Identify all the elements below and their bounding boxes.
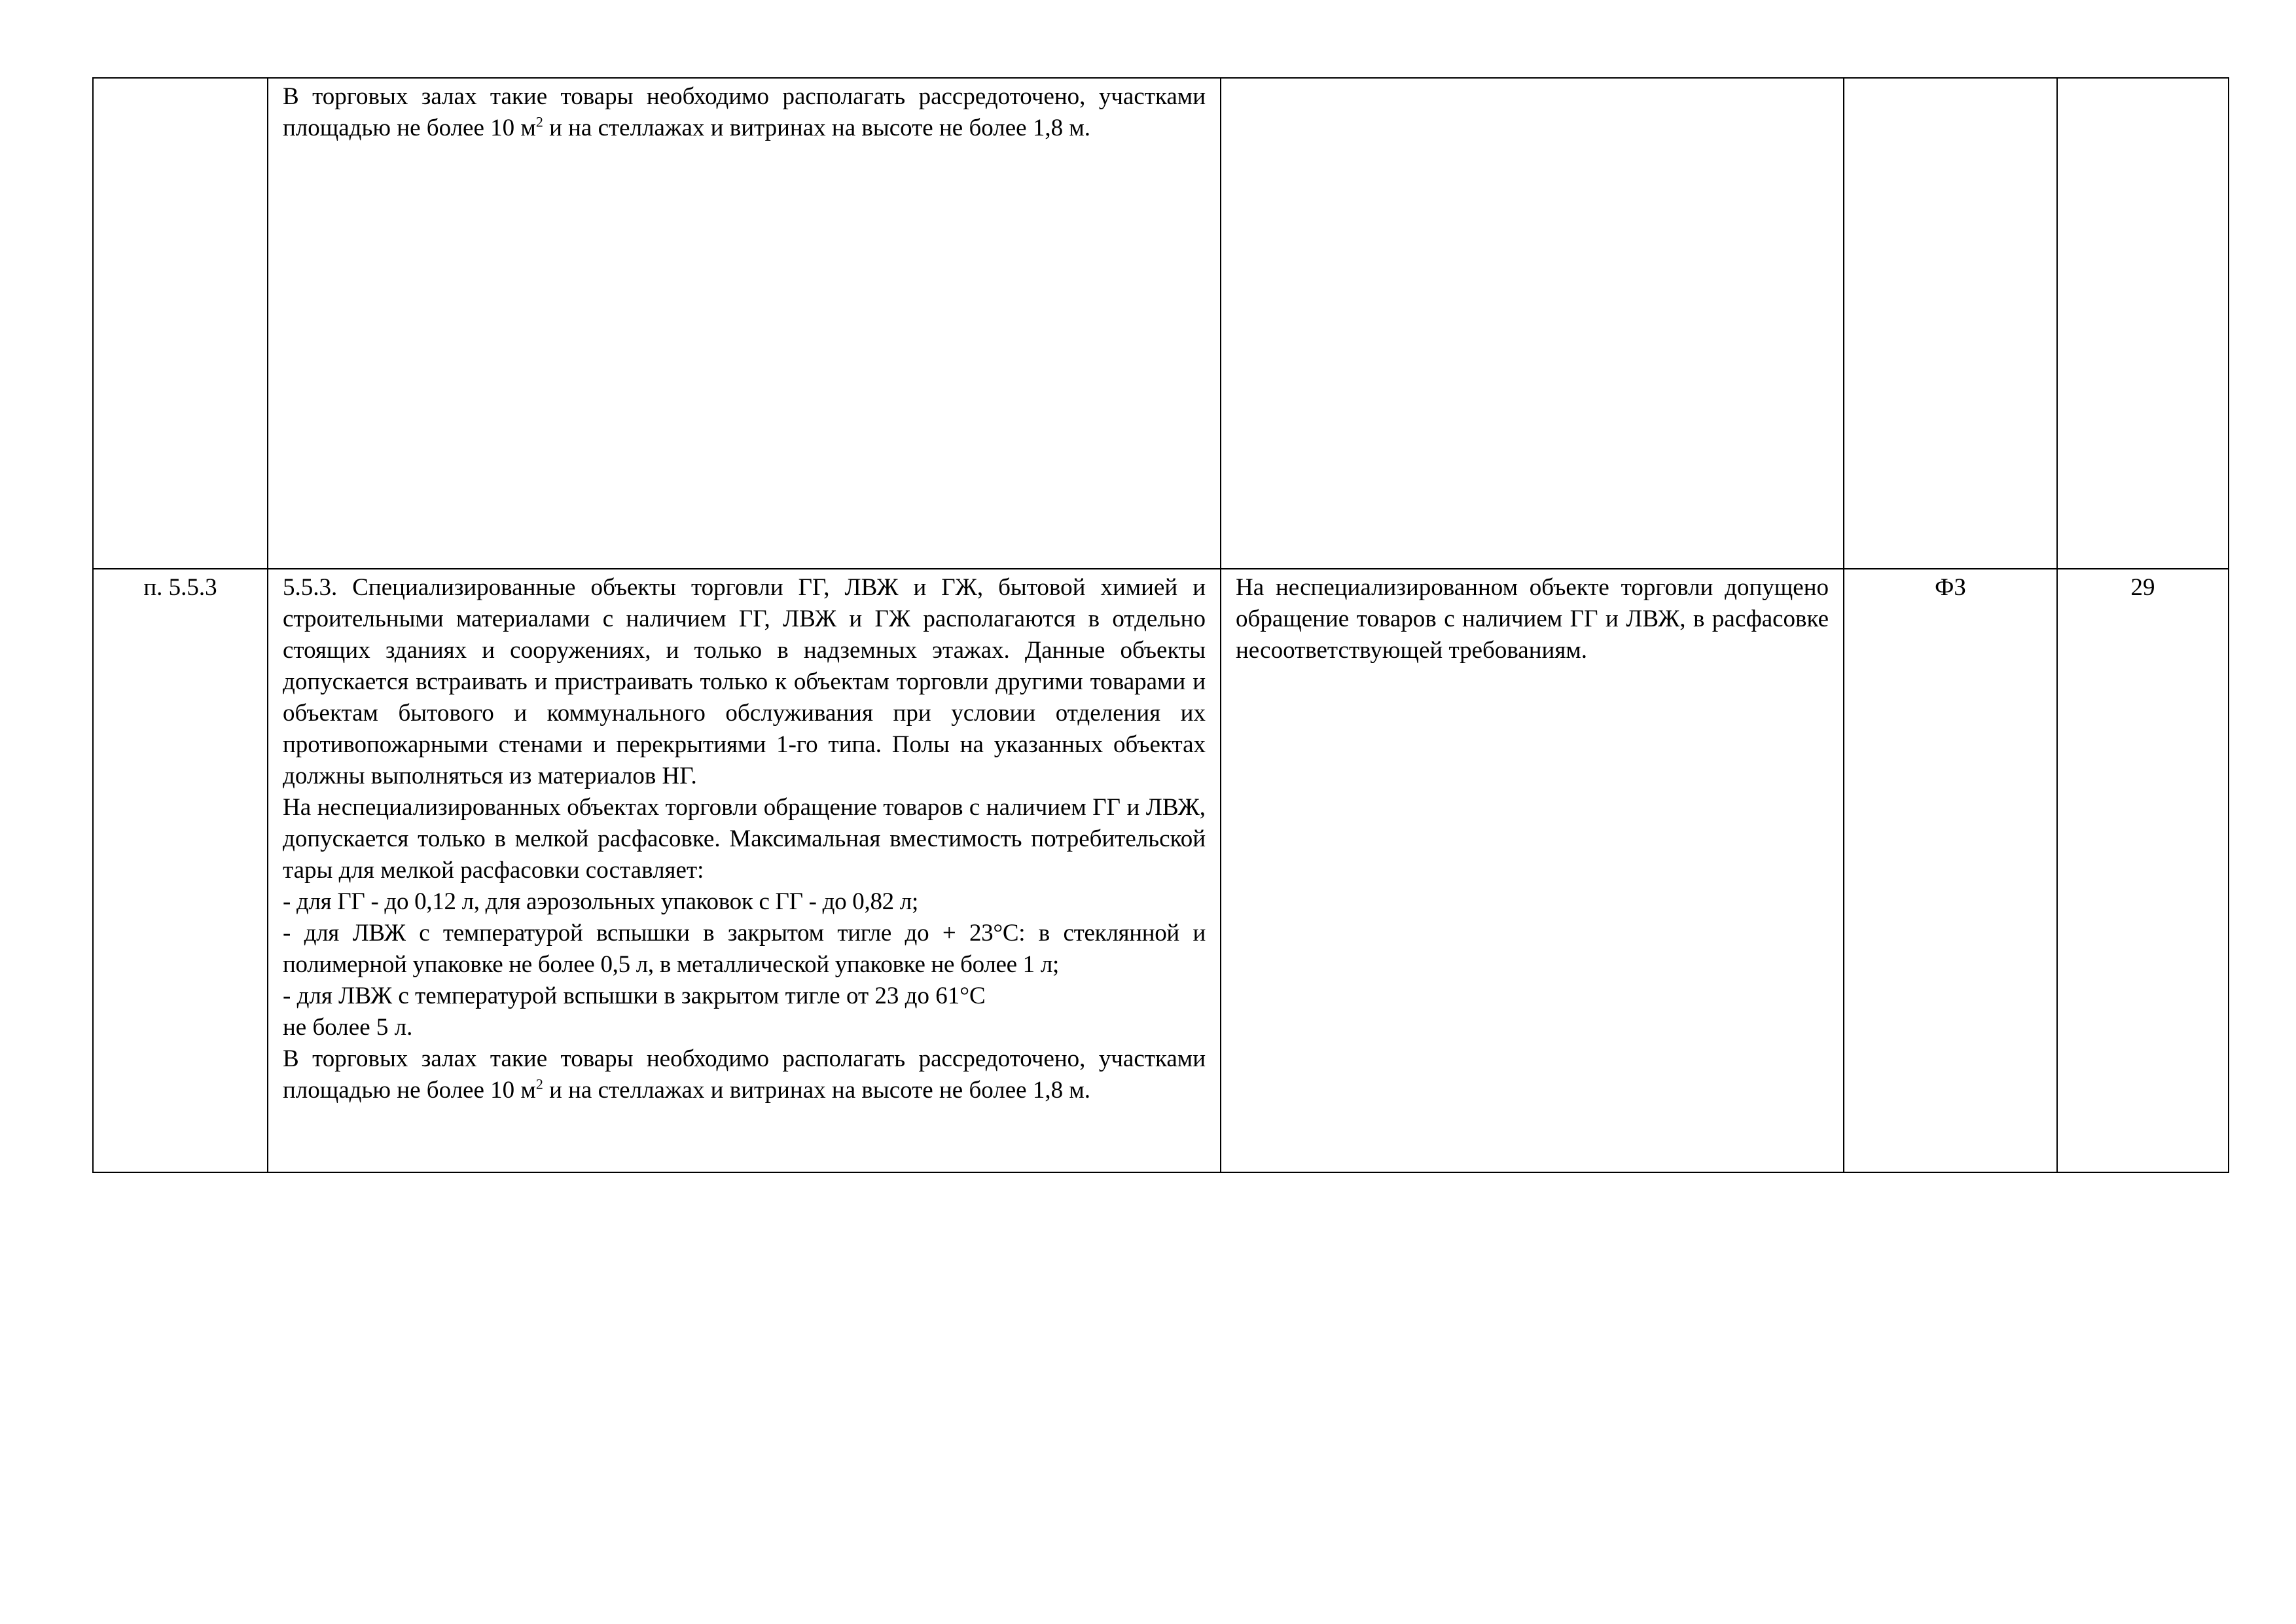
requirement-paragraph: В торговых залах такие товары необходимо располагать рассредоточено, участками площадью не более 10 $м^2$ и на стеллажах и витринах на высоте не более 1,8 м. <box>283 83 1206 141</box>
inspection-table <box>92 77 2229 1173</box>
cell-requirement <box>268 78 1221 569</box>
requirement-list-item: - для ГГ - до 0,12 л, для аэрозольных упаковок с ГГ - до 0,82 л; <box>283 888 918 915</box>
requirement-list-item: не более 5 л. <box>283 1014 413 1041</box>
requirement-list-item: - для ЛВЖ с температурой вспышки в закрытом тигле до + 23°С: в стеклянной и полимерной упаковке не более 0,5 л, в металлической упаковке не более 1 л; <box>283 920 1206 978</box>
superscript: 2 <box>535 113 543 130</box>
cell-page <box>2057 78 2229 569</box>
requirement-list-item: - для ЛВЖ с температурой вспышки в закрытом тигле от 23 до 61°С <box>283 983 986 1009</box>
cell-reference: п. 5.5.3 <box>93 569 268 1172</box>
violation-text: На неспециализированном объекте торговли допущено обращение товаров с наличием ГГ и ЛВЖ, в расфасовке несоответствующей требованиям. <box>1236 574 1829 664</box>
requirement-paragraph: На неспециализированных объектах торговли обращение товаров с наличием ГГ и ЛВЖ, допускается только в мелкой расфасовке. Максимальная вместимость потребительской тары для мелкой расфасовки составляет: <box>283 794 1206 884</box>
table-row <box>93 78 2229 569</box>
table-row <box>93 569 2229 1172</box>
cell-violation <box>1221 569 1844 1172</box>
cell-violation <box>1221 78 1844 569</box>
requirement-paragraph: 5.5.3. Специализированные объекты торговли ГГ, ЛВЖ и ГЖ, бытовой химией и строительными материалами с наличием ГГ, ЛВЖ и ГЖ располагаются в отдельно стоящих зданиях и сооружениях, и только в надземных этажах. Данные объекты допускается встраивать и пристраивать только к объектам торговли другими товарами и объектам бытового и коммунального обслуживания при условии отделения их противопожарными стенами и перекрытиями 1-го типа. Полы на указанных объектах должны выполняться из материалов НГ. <box>283 574 1206 789</box>
cell-requirement <box>268 569 1221 1172</box>
requirement-paragraph: В торговых залах такие товары необходимо располагать рассредоточено, участками площадью не более 10 $м^2$ и на стеллажах и витринах на высоте не более 1,8 м. <box>283 1045 1206 1104</box>
cell-page: 29 <box>2057 569 2229 1172</box>
superscript: 2 <box>535 1075 543 1092</box>
cell-reference <box>93 78 268 569</box>
cell-act: ФЗ <box>1844 569 2057 1172</box>
cell-act <box>1844 78 2057 569</box>
